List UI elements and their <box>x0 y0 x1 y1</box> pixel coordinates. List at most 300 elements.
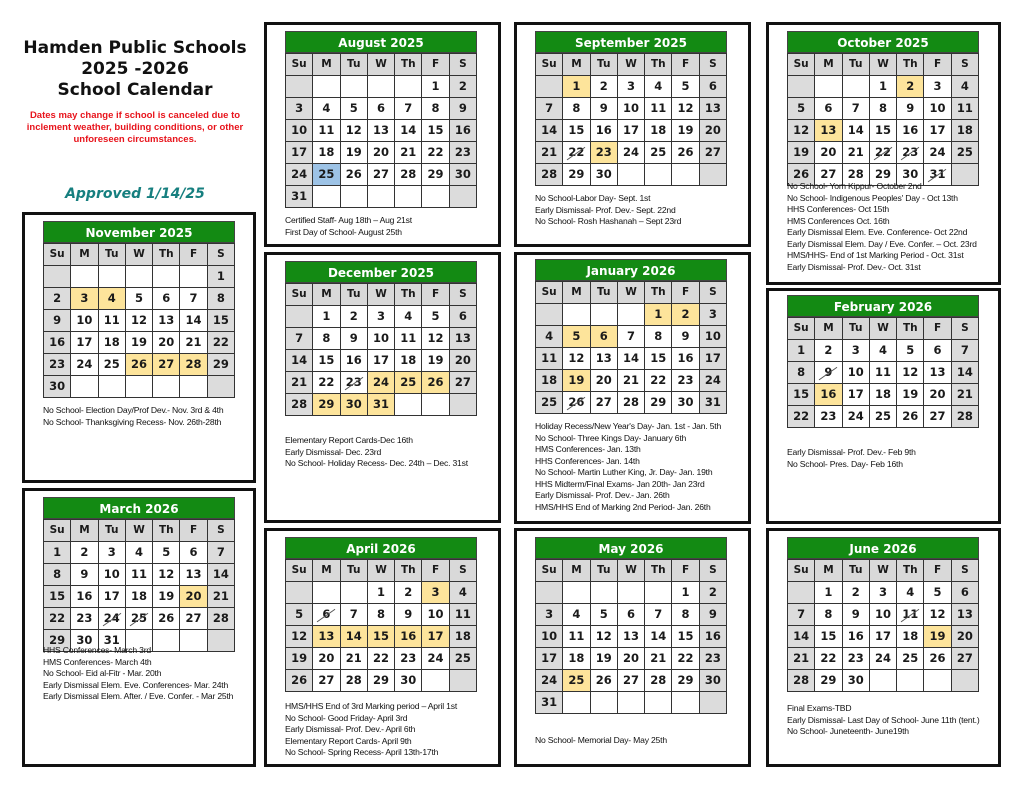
day-cell: 15 <box>815 626 842 648</box>
month-notes <box>43 645 245 703</box>
day-cell: 19 <box>591 648 618 670</box>
day-cell: 24 <box>422 648 449 670</box>
weekday-header: F <box>672 560 699 582</box>
day-cell: 7 <box>286 328 313 350</box>
calendar-grid <box>285 31 477 208</box>
weekday-header: W <box>618 560 645 582</box>
day-cell: 30 <box>44 376 71 398</box>
day-cell: 6 <box>924 340 951 362</box>
day-cell: 26 <box>341 164 368 186</box>
weekday-header: Tu <box>99 244 126 266</box>
day-cell: 25 <box>450 648 477 670</box>
day-cell: 2 <box>395 582 422 604</box>
note-line: Elementary Report Cards-Dec 16th <box>285 435 413 445</box>
month-jun <box>766 528 1001 767</box>
day-cell: 23 <box>395 648 422 670</box>
day-cell: 18 <box>395 350 422 372</box>
day-cell: 13 <box>618 626 645 648</box>
empty-day-cell <box>180 376 207 398</box>
day-cell: 23 <box>44 354 71 376</box>
day-cell: 30 <box>672 392 699 414</box>
day-cell: 27 <box>180 608 207 630</box>
day-cell: 21 <box>180 332 207 354</box>
weekday-header: Th <box>395 560 422 582</box>
day-cell: 7 <box>618 326 645 348</box>
weekday-header: S <box>952 318 979 340</box>
day-cell: 8 <box>313 328 340 350</box>
day-cell: 2 <box>341 306 368 328</box>
day-cell: 5 <box>126 288 153 310</box>
day-cell: 20 <box>180 586 207 608</box>
weekday-header: Su <box>44 244 71 266</box>
day-cell: 24 <box>536 670 563 692</box>
empty-day-cell <box>341 582 368 604</box>
day-cell: 6 <box>368 98 395 120</box>
day-cell: 13 <box>153 310 180 332</box>
calendar-title-block <box>10 38 260 146</box>
note-line: Early Dismissal Elem. Eve. Conference- Oct 22nd <box>787 227 968 237</box>
day-cell: 10 <box>368 328 395 350</box>
day-cell: 24 <box>618 142 645 164</box>
day-cell: 14 <box>180 310 207 332</box>
day-cell: 31 <box>924 164 951 186</box>
day-cell: 1 <box>672 582 699 604</box>
day-cell: 11 <box>870 362 897 384</box>
month-feb <box>766 288 1001 524</box>
day-cell: 10 <box>700 326 727 348</box>
weekday-header: Tu <box>591 54 618 76</box>
day-cell: 21 <box>341 648 368 670</box>
day-cell: 23 <box>815 406 842 428</box>
day-cell: 3 <box>71 288 98 310</box>
day-cell: 26 <box>422 372 449 394</box>
note-line: HHS Midterm/Final Exams- Jan 20th- Jan 23rd <box>535 478 705 489</box>
day-cell: 23 <box>591 142 618 164</box>
day-cell: 14 <box>286 350 313 372</box>
empty-day-cell <box>591 304 618 326</box>
day-cell: 15 <box>870 120 897 142</box>
note-line: No School- Good Friday- April 3rd <box>285 712 408 723</box>
weekday-header: Su <box>788 318 815 340</box>
month-apr <box>264 528 501 767</box>
day-cell: 15 <box>788 384 815 406</box>
day-cell: 28 <box>645 670 672 692</box>
empty-day-cell <box>180 266 207 288</box>
day-cell: 27 <box>153 354 180 376</box>
day-cell: 7 <box>341 604 368 626</box>
empty-day-cell <box>71 376 98 398</box>
day-cell: 28 <box>952 406 979 428</box>
day-cell: 31 <box>286 186 313 208</box>
weekday-header: Th <box>645 560 672 582</box>
day-cell: 8 <box>44 564 71 586</box>
month-title: October 2025 <box>787 31 979 53</box>
note-line: HMS/HHS End of Marking 2nd Period- Jan. 26th <box>535 501 711 512</box>
day-cell: 6 <box>618 604 645 626</box>
weekday-header: W <box>126 244 153 266</box>
day-cell: 14 <box>536 120 563 142</box>
day-cell: 4 <box>99 288 126 310</box>
note-line: No School- Pres. Day- Feb 16th <box>787 458 903 469</box>
day-cell: 13 <box>700 98 727 120</box>
weekday-header: Tu <box>99 520 126 542</box>
day-cell: 13 <box>450 328 477 350</box>
day-cell: 5 <box>153 542 180 564</box>
day-grid <box>43 243 235 398</box>
empty-day-cell <box>313 76 340 98</box>
day-cell: 4 <box>645 76 672 98</box>
day-cell: 1 <box>368 582 395 604</box>
day-cell: 14 <box>618 348 645 370</box>
day-cell: 16 <box>591 120 618 142</box>
day-cell: 15 <box>645 348 672 370</box>
day-grid <box>285 53 477 208</box>
day-cell: 29 <box>44 630 71 652</box>
month-notes <box>285 701 490 759</box>
day-cell: 3 <box>286 98 313 120</box>
day-cell: 8 <box>368 604 395 626</box>
day-cell: 29 <box>208 354 235 376</box>
day-cell: 24 <box>843 406 870 428</box>
day-cell: 9 <box>815 362 842 384</box>
day-cell: 5 <box>286 604 313 626</box>
weekday-header: W <box>870 318 897 340</box>
note-line: No School- Election Day/Prof Dev.- Nov. 3rd & 4th <box>43 405 224 415</box>
day-cell: 8 <box>563 98 590 120</box>
weekday-header: Tu <box>341 54 368 76</box>
empty-day-cell <box>126 266 153 288</box>
weekday-header: M <box>563 54 590 76</box>
weekday-header: Su <box>536 54 563 76</box>
day-cell: 24 <box>71 354 98 376</box>
empty-day-cell <box>618 304 645 326</box>
month-title: May 2026 <box>535 537 727 559</box>
day-cell: 7 <box>843 98 870 120</box>
day-cell: 17 <box>99 586 126 608</box>
day-cell: 14 <box>645 626 672 648</box>
day-cell: 2 <box>672 304 699 326</box>
note-line: HHS Conferences- March 3rd <box>43 645 151 655</box>
weekday-header: M <box>313 284 340 306</box>
weekday-header: M <box>815 560 842 582</box>
day-cell: 1 <box>208 266 235 288</box>
empty-day-cell <box>672 164 699 186</box>
day-cell: 8 <box>815 604 842 626</box>
day-cell: 19 <box>924 626 951 648</box>
day-cell: 1 <box>422 76 449 98</box>
day-cell: 25 <box>395 372 422 394</box>
empty-day-cell <box>563 582 590 604</box>
weekday-header: S <box>208 520 235 542</box>
day-cell: 7 <box>208 542 235 564</box>
note-line: Early Dismissal- Dec. 23rd <box>285 446 382 457</box>
day-cell: 20 <box>924 384 951 406</box>
note-line: Early Dismissal- Prof. Dev.- Oct. 31st <box>787 261 921 272</box>
day-cell: 22 <box>788 406 815 428</box>
day-cell: 4 <box>126 542 153 564</box>
empty-day-cell <box>126 376 153 398</box>
weekday-header: Th <box>645 54 672 76</box>
day-cell: 18 <box>536 370 563 392</box>
day-cell: 21 <box>395 142 422 164</box>
note-line: HMS Conferences Oct. 16th <box>787 215 890 226</box>
weekday-header: S <box>700 560 727 582</box>
weekday-header: W <box>618 282 645 304</box>
note-line: HMS Conferences- Jan. 13th <box>535 444 641 454</box>
day-cell: 27 <box>313 670 340 692</box>
day-cell: 19 <box>788 142 815 164</box>
day-grid <box>787 317 979 428</box>
day-cell: 7 <box>536 98 563 120</box>
day-cell: 11 <box>897 604 924 626</box>
empty-day-cell <box>645 692 672 714</box>
day-cell: 26 <box>788 164 815 186</box>
weekday-header: W <box>618 54 645 76</box>
weekday-header: F <box>422 560 449 582</box>
day-cell: 20 <box>368 142 395 164</box>
day-cell: 1 <box>788 340 815 362</box>
day-cell: 15 <box>368 626 395 648</box>
month-notes <box>787 181 990 273</box>
weekday-header: F <box>672 282 699 304</box>
day-cell: 10 <box>422 604 449 626</box>
day-cell: 25 <box>313 164 340 186</box>
weekday-header: Su <box>536 560 563 582</box>
day-cell: 21 <box>952 384 979 406</box>
month-title: December 2025 <box>285 261 477 283</box>
day-cell: 2 <box>815 340 842 362</box>
note-line: No School- Yom Kippur- October 2nd <box>787 181 922 191</box>
day-cell: 18 <box>450 626 477 648</box>
day-cell: 16 <box>395 626 422 648</box>
weekday-header: Su <box>788 54 815 76</box>
day-cell: 9 <box>700 604 727 626</box>
title-line-2: 2025 -2026 <box>81 59 189 79</box>
weekday-header: Tu <box>843 318 870 340</box>
day-cell: 23 <box>71 608 98 630</box>
day-cell: 19 <box>341 142 368 164</box>
day-cell: 24 <box>870 648 897 670</box>
day-cell: 19 <box>286 648 313 670</box>
day-grid <box>535 53 727 186</box>
empty-day-cell <box>563 692 590 714</box>
day-cell: 21 <box>536 142 563 164</box>
month-title: January 2026 <box>535 259 727 281</box>
month-sep <box>514 22 751 247</box>
approved-date: Approved 1/14/25 <box>65 186 205 202</box>
note-line: Final Exams-TBD <box>787 703 852 713</box>
day-cell: 18 <box>645 120 672 142</box>
day-cell: 29 <box>313 394 340 416</box>
day-cell: 29 <box>645 392 672 414</box>
day-cell: 16 <box>843 626 870 648</box>
day-cell: 23 <box>341 372 368 394</box>
day-cell: 17 <box>286 142 313 164</box>
day-cell: 3 <box>618 76 645 98</box>
day-cell: 11 <box>313 120 340 142</box>
day-cell: 19 <box>422 350 449 372</box>
day-cell: 4 <box>870 340 897 362</box>
day-cell: 19 <box>563 370 590 392</box>
calendar-grid <box>43 221 235 398</box>
day-cell: 5 <box>422 306 449 328</box>
day-cell: 5 <box>591 604 618 626</box>
day-cell: 17 <box>924 120 951 142</box>
day-cell: 18 <box>897 626 924 648</box>
day-cell: 3 <box>422 582 449 604</box>
day-cell: 2 <box>450 76 477 98</box>
day-cell: 29 <box>368 670 395 692</box>
day-cell: 10 <box>286 120 313 142</box>
day-cell: 30 <box>71 630 98 652</box>
day-cell: 22 <box>208 332 235 354</box>
empty-day-cell <box>341 186 368 208</box>
day-cell: 18 <box>99 332 126 354</box>
day-cell: 1 <box>870 76 897 98</box>
month-aug <box>264 22 501 247</box>
day-cell: 10 <box>618 98 645 120</box>
day-cell: 20 <box>700 120 727 142</box>
month-notes <box>787 703 990 738</box>
day-cell: 12 <box>924 604 951 626</box>
day-cell: 19 <box>153 586 180 608</box>
weekday-header: W <box>126 520 153 542</box>
day-cell: 9 <box>71 564 98 586</box>
empty-day-cell <box>618 582 645 604</box>
weekday-header: F <box>924 560 951 582</box>
empty-day-cell <box>788 582 815 604</box>
day-cell: 17 <box>618 120 645 142</box>
day-cell: 28 <box>180 354 207 376</box>
day-cell: 6 <box>153 288 180 310</box>
day-cell: 21 <box>618 370 645 392</box>
day-cell: 12 <box>591 626 618 648</box>
day-cell: 5 <box>341 98 368 120</box>
day-cell: 12 <box>672 98 699 120</box>
day-cell: 6 <box>815 98 842 120</box>
day-cell: 12 <box>341 120 368 142</box>
month-title: March 2026 <box>43 497 235 519</box>
day-cell: 12 <box>788 120 815 142</box>
day-cell: 25 <box>99 354 126 376</box>
calendar-grid <box>535 259 727 414</box>
day-cell: 28 <box>341 670 368 692</box>
empty-day-cell <box>422 186 449 208</box>
day-cell: 7 <box>395 98 422 120</box>
month-title: February 2026 <box>787 295 979 317</box>
day-cell: 16 <box>700 626 727 648</box>
disclaimer-text: Dates may change if school is canceled due to inclement weather, building conditions, or other unforeseen circumstances. <box>26 110 244 145</box>
weekday-header: Th <box>153 244 180 266</box>
day-cell: 29 <box>815 670 842 692</box>
day-cell: 24 <box>99 608 126 630</box>
day-cell: 10 <box>71 310 98 332</box>
day-cell: 30 <box>700 670 727 692</box>
day-cell: 30 <box>591 164 618 186</box>
day-cell: 18 <box>952 120 979 142</box>
day-cell: 27 <box>591 392 618 414</box>
day-cell: 27 <box>815 164 842 186</box>
empty-day-cell <box>924 670 951 692</box>
day-cell: 12 <box>422 328 449 350</box>
day-cell: 9 <box>44 310 71 332</box>
day-cell: 28 <box>536 164 563 186</box>
note-line: No School- Thanksgiving Recess- Nov. 26th-28th <box>43 416 222 427</box>
weekday-header: S <box>700 282 727 304</box>
month-oct <box>766 22 1001 285</box>
empty-day-cell <box>450 670 477 692</box>
empty-day-cell <box>952 670 979 692</box>
day-cell: 9 <box>591 98 618 120</box>
day-grid <box>535 559 727 714</box>
day-cell: 21 <box>843 142 870 164</box>
day-cell: 11 <box>126 564 153 586</box>
day-cell: 5 <box>788 98 815 120</box>
note-line: No School- Three Kings Day- January 6th <box>535 432 687 443</box>
day-cell: 8 <box>422 98 449 120</box>
note-line: No School- Indigenous Peoples' Day - Oct 13th <box>787 192 958 203</box>
month-title: November 2025 <box>43 221 235 243</box>
day-cell: 1 <box>44 542 71 564</box>
day-cell: 9 <box>395 604 422 626</box>
day-cell: 8 <box>870 98 897 120</box>
day-cell: 8 <box>788 362 815 384</box>
month-title: September 2025 <box>535 31 727 53</box>
weekday-header: M <box>563 282 590 304</box>
weekday-header: W <box>368 560 395 582</box>
calendar-grid <box>285 537 477 692</box>
day-grid <box>43 519 235 652</box>
day-cell: 24 <box>924 142 951 164</box>
day-cell: 27 <box>700 142 727 164</box>
weekday-header: Th <box>395 284 422 306</box>
day-cell: 1 <box>645 304 672 326</box>
month-notes <box>535 421 740 513</box>
day-cell: 4 <box>563 604 590 626</box>
empty-day-cell <box>700 692 727 714</box>
day-cell: 6 <box>180 542 207 564</box>
day-cell: 24 <box>286 164 313 186</box>
day-grid <box>285 559 477 692</box>
day-cell: 17 <box>870 626 897 648</box>
weekday-header: S <box>450 54 477 76</box>
day-cell: 12 <box>563 348 590 370</box>
empty-day-cell <box>368 186 395 208</box>
day-cell: 12 <box>897 362 924 384</box>
day-cell: 26 <box>563 392 590 414</box>
empty-day-cell <box>536 76 563 98</box>
empty-day-cell <box>208 376 235 398</box>
day-cell: 2 <box>897 76 924 98</box>
month-title: April 2026 <box>285 537 477 559</box>
empty-day-cell <box>815 76 842 98</box>
empty-day-cell <box>99 266 126 288</box>
note-line: No School- Eid al-Fitr - Mar. 20th <box>43 668 162 678</box>
day-cell: 6 <box>952 582 979 604</box>
day-cell: 9 <box>897 98 924 120</box>
day-cell: 5 <box>563 326 590 348</box>
day-cell: 18 <box>313 142 340 164</box>
weekday-header: F <box>180 520 207 542</box>
weekday-header: Tu <box>843 560 870 582</box>
day-cell: 16 <box>897 120 924 142</box>
day-cell: 23 <box>843 648 870 670</box>
empty-day-cell <box>313 186 340 208</box>
day-cell: 29 <box>563 164 590 186</box>
empty-day-cell <box>286 582 313 604</box>
day-cell: 30 <box>897 164 924 186</box>
note-line: No School- Martin Luther King, Jr. Day- Jan. 19th <box>535 467 713 477</box>
